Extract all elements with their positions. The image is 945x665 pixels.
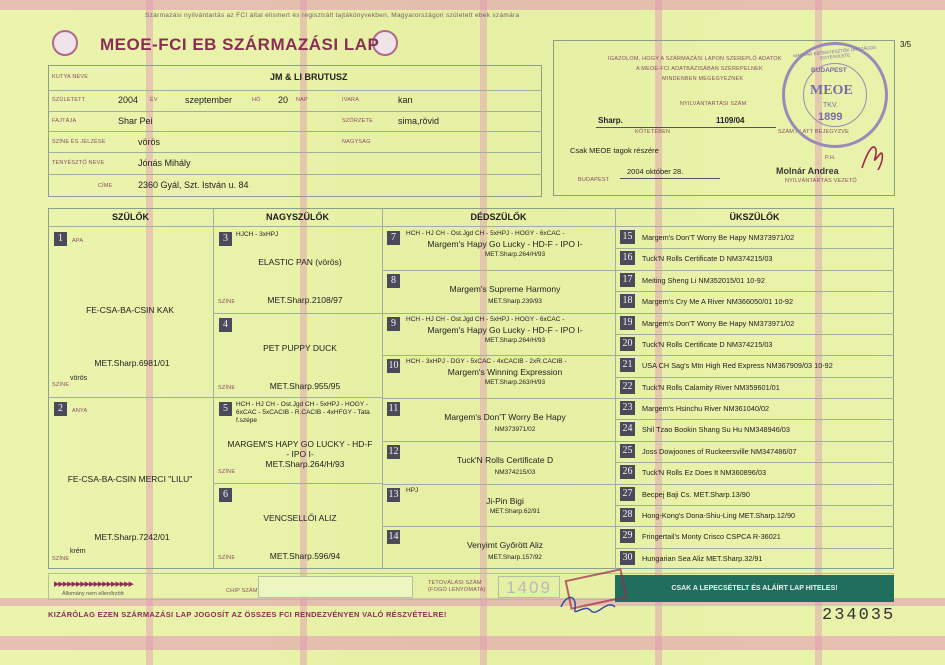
ggreat-grandparent-number: 29 [620,529,635,543]
sire-reg: MET.Sharp.6981/01 [94,358,170,368]
grandparent-color-label: SZÍNE [218,555,236,561]
color-label: SZÍNE ÉS JELZÉSE [52,139,106,145]
reg-number: 1109/04 [716,116,745,125]
month-unit: HÓ [252,97,261,103]
header-great: DÉDSZÜLŐK [470,212,527,222]
parent-number: 2 [54,402,67,416]
great-grandparent-name: Margem's Don'T Worry Be Hapy [444,412,566,422]
pb-label: P.H. [825,155,836,161]
stamp-tkv: TKV. [823,102,838,109]
tattoo-label: TETOVÁLÁSI SZÁM (FOGÓ LENYOMATA) [428,580,486,593]
arrow-row: ▶▶▶▶▶▶▶▶▶▶▶▶▶▶▶▶▶▶ [54,581,133,588]
breeder-label: TENYÉSZTŐ NEVE [52,160,105,166]
cert-text-1: IGAZOLOM, HOGY A SZÁRMAZÁSI LAPON SZEREPLŐ ADATOK [608,56,782,62]
ggreat-grandparent-number: 20 [620,337,635,351]
members-note: Csak MEOE tagok részére [570,146,659,155]
ggreat-grandparent-entry: Tuck'N Rolls Certificate D NM374215/03 [642,254,773,263]
sire-color: vörös [70,375,88,382]
great-grandparent-number: 7 [387,231,400,245]
great-grandparent-titles: HPJ [406,487,419,494]
stamp-mid: MEOE [810,83,853,98]
dog-sex: kan [398,95,413,105]
grandparent-reg: MET.Sharp.264/H/93 [265,459,345,469]
grandparent-titles: HCH - HJ CH - Ost.Jgd CH - 5xHPJ - HOGY - 6xCAC - 5xCACIB - R.CACIB - 4xHFGY - Tata f.szépe [236,401,370,424]
great-grandparent-name: Venyimt Győrött Aliz [466,540,544,550]
dam-color-label: SZÍNE [52,556,70,562]
great-grandparent-name: Ji-Pin Bigi [486,496,524,506]
header-parents: SZÜLŐK [112,212,149,222]
ggreat-grandparent-entry: Shil Tzao Bookin Shang Su Hu NM348946/03 [642,425,790,434]
ggreat-grandparent-entry: Hong-Kong's Dona-Shiu-Ling MET.Sharp.12/90 [642,511,796,520]
cert-text-2: A MEOE-FCI ADATBÁZISÁBAN SZEREPELNEK [636,66,763,72]
birth-month: szeptember [185,95,233,105]
great-grandparent-number: 14 [388,531,399,542]
size-label: NAGYSÁG [342,139,371,145]
great-grandparent-name: Margem's Hapy Go Lucky - HD-F - IPO I- [427,325,583,335]
ggreat-grandparent-entry: Margem's Don'T Worry Be Hapy NM373971/02 [642,319,795,328]
great-grandparent-number: 11 [388,403,399,414]
breed-label: FAJTÁJA [52,118,77,124]
signer-name: Molnár Andrea [776,166,839,176]
breeder-address: 2360 Gyál, Szt. István u. 84 [138,180,249,190]
ggreat-grandparent-number: 18 [620,294,635,308]
ggreat-grandparent-entry: Margem's Don'T Worry Be Hapy NM373971/02 [642,233,795,242]
ggreat-grandparent-entry: Tuck'N Rolls Certificate D NM374215/03 [642,340,773,349]
volume-label: KÖTETÉBEN [635,129,671,135]
ggreat-grandparent-number: 27 [620,487,635,501]
issue-date: 2004 október 28. [627,167,684,176]
ggreat-grandparent-entry: Margem's Cry Me A River NM366050/01 10-92 [642,297,794,306]
great-grandparent-reg: MET.Sharp.62/91 [489,508,541,515]
great-grandparent-reg: MET.Sharp.239/93 [488,298,542,305]
grandparent-name: PET PUPPY DUCK [263,343,337,353]
ggreat-grandparent-entry: USA CH Sag's Mtn High Red Express NM367909/03 10-92 [642,361,833,370]
great-grandparent-reg: MET.Sharp.263/H/93 [484,379,546,386]
top-note: Származási nyilvántartás az FCI által elismert és regisztrált tajtákönyvekben, Magyarországon született ebek számára [145,12,520,19]
dam-reg: MET.Sharp.7242/01 [94,532,170,542]
ggreat-grandparent-number: 25 [620,444,635,458]
great-grandparent-reg: NM373971/02 [494,426,536,433]
ggreat-grandparent-number: 22 [620,380,635,394]
grandparent-name: MARGEM'S HAPY GO LUCKY - HD-F - IPO I- [227,439,373,459]
grandparent-reg: MET.Sharp.2108/97 [267,295,343,305]
birth-year: 2004 [118,95,139,105]
breed-short: Sharp. [598,116,623,125]
ggreat-grandparent-entry: Tuck'N Rolls Calamity River NM359601/01 [642,383,780,392]
meoe-logo-left [52,30,78,56]
grandparent-color-label: SZÍNE [218,385,236,391]
dam-label: ANYA [72,408,88,414]
dam-color: krém [70,548,86,555]
great-grandparent-number: 10 [388,360,399,371]
stamp-year: 1899 [818,111,843,123]
grandparent-color-label: SZÍNE [218,299,236,305]
authenticity-notice: CSAK A LEPECSÉTELT ÉS ALÁÍRT LAP HITELES! [615,575,894,602]
arrow-note: Állomány nem ellenőrzött [62,591,124,597]
dog-breed: Shar Pei [118,116,153,126]
great-grandparent-name: Margem's Winning Expression [447,367,563,377]
name-label: KUTYA NEVE [52,74,89,80]
coat-label: SZŐRZETE [342,118,373,124]
ggreat-grandparent-entry: Meiting Sheng Li NM352015/01 10-92 [642,276,765,285]
sire-name: FE-CSA-BA-CSIN KAK [86,305,174,315]
bottom-notice: KIZÁRÓLAG EZEN SZÁRMAZÁSI LAP JOGOSÍT AZ ÖSSZES FCI RENDEZVÉNYEN VALÓ RÉSZVÉTELRE! [48,610,447,619]
ggreat-grandparent-number: 15 [620,230,635,244]
grandparent-number: 4 [219,318,232,332]
ggreat-grandparent-entry: Hungarian Sea Aliz MET.Sharp.32/91 [642,554,763,563]
ggreat-grandparent-number: 23 [620,401,635,415]
grandparent-number: 5 [219,402,232,416]
great-grandparent-number: 8 [387,274,400,288]
parent-number: 1 [54,232,67,246]
grandparent-number: 3 [219,232,232,246]
stamp-city: BUDAPEST [811,67,847,74]
chip-label: CHIP SZÁM [226,588,258,594]
dog-name: JM & LI BRUTUSZ [270,72,348,82]
sex-label: IVARA [342,97,360,103]
ggreat-grandparent-entry: Margem's Hsinchu River NM361040/02 [642,404,770,413]
cert-text-3: MINDENBEN MEGEGYEZNEK [662,76,744,82]
ggreat-grandparent-number: 24 [620,422,635,436]
grandparent-reg: MET.Sharp.955/95 [269,381,341,391]
great-grandparent-number: 13 [388,489,399,500]
day-unit: NAP [296,97,308,103]
ggreat-grandparent-entry: Tuck'N Rolls Ez Does It NM360896/03 [642,468,767,477]
page-number: 3/5 [900,40,912,49]
born-label: SZÜLETETT [52,97,86,103]
volume-label-2: SZÁM ALATT BEJEGYZVE [778,129,850,135]
ggreat-grandparent-number: 28 [620,508,635,522]
sire-label: APA [72,238,84,244]
dam-name: FE-CSA-BA-CSIN MERCI "LILU" [67,474,193,484]
great-grandparent-name: Margem's Supreme Harmony [449,284,561,294]
great-grandparent-reg: MET.Sharp.264/H/93 [484,337,546,344]
city-label: BUDAPEST [578,177,610,183]
dog-color: vörös [138,137,161,147]
great-grandparent-titles: HCH - HJ CH - Öst.Jgd CH - 5xHPJ - HOGY - 6xCAC - [406,230,565,237]
association-stamp [782,42,888,148]
ggreat-grandparent-number: 26 [620,465,635,479]
great-grandparent-reg: NM374215/03 [494,469,536,476]
dog-coat: sima,rövid [398,116,440,126]
great-grandparent-reg: MET.Sharp.264/H/93 [484,251,546,258]
grandparent-titles: HJCH - 3xHPJ [236,231,279,238]
grandparent-name: ELASTIC PAN (vörös) [258,257,342,267]
ggreat-grandparent-entry: Becpej Baji Cs. MET.Sharp.13/90 [642,490,750,499]
great-grandparent-number: 9 [387,317,400,331]
ggreat-grandparent-number: 16 [620,251,635,265]
tattoo-value: 1409 [498,576,560,598]
ggreat-grandparent-entry: Joss Dowjoones of Ruckeersville NM347486/07 [642,447,797,456]
grandparent-color-label: SZÍNE [218,469,236,475]
stamp-top-text: MAGYAR EBTENYÉSZTŐK ORSZÁGOS EGYESÜLETE [793,44,877,61]
great-grandparent-name: Margem's Hapy Go Lucky - HD-F - IPO I- [427,239,583,249]
birth-day: 20 [278,95,289,105]
year-unit: ÉV [150,97,158,103]
ggreat-grandparent-number: 17 [620,273,635,287]
ggreat-grandparent-entry: Fringertail's Monty Crisco CSPCA R-36021 [642,532,781,541]
breeder-name: Jónás Mihály [138,158,191,168]
chip-field [258,576,413,598]
header-grandparents: NAGYSZÜLŐK [266,212,329,222]
great-grandparent-number: 12 [388,446,399,457]
great-grandparent-name: Tuck'N Rolls Certificate D [456,455,554,465]
great-grandparent-titles: HCH - 3xHPJ - DGY - 5xCAC - 4xCACIB - 2xR.CACIB - [406,358,567,365]
signer-role: NYILVÁNTARTÁS VEZETŐ [785,178,857,184]
serial-number: 234035 [822,606,896,625]
signature-mark [858,140,888,174]
header-ggreat: ÜKSZÜLŐK [729,212,780,222]
great-grandparent-reg: MET.Sharp.157/92 [488,554,542,561]
great-grandparent-titles: HCH - HJ CH - Öst.Jgd CH - 5xHPJ - HOGY - 6xCAC - [406,316,565,323]
reg-label: NYILVÁNTARTÁSI SZÁM [680,101,747,107]
grandparent-reg: MET.Sharp.596/94 [269,551,341,561]
ggreat-grandparent-number: 30 [620,551,635,565]
ggreat-grandparent-number: 21 [620,358,635,372]
page-title: MEOE-FCI EB SZÁRMAZÁSI LAP [100,35,380,54]
grandparent-name: VENCSELLŐI ALIZ [263,513,337,523]
grandparent-number: 6 [219,488,232,502]
address-label: CÍME [98,183,113,189]
ggreat-grandparent-number: 19 [620,316,635,330]
sire-color-label: SZÍNE [52,382,70,388]
